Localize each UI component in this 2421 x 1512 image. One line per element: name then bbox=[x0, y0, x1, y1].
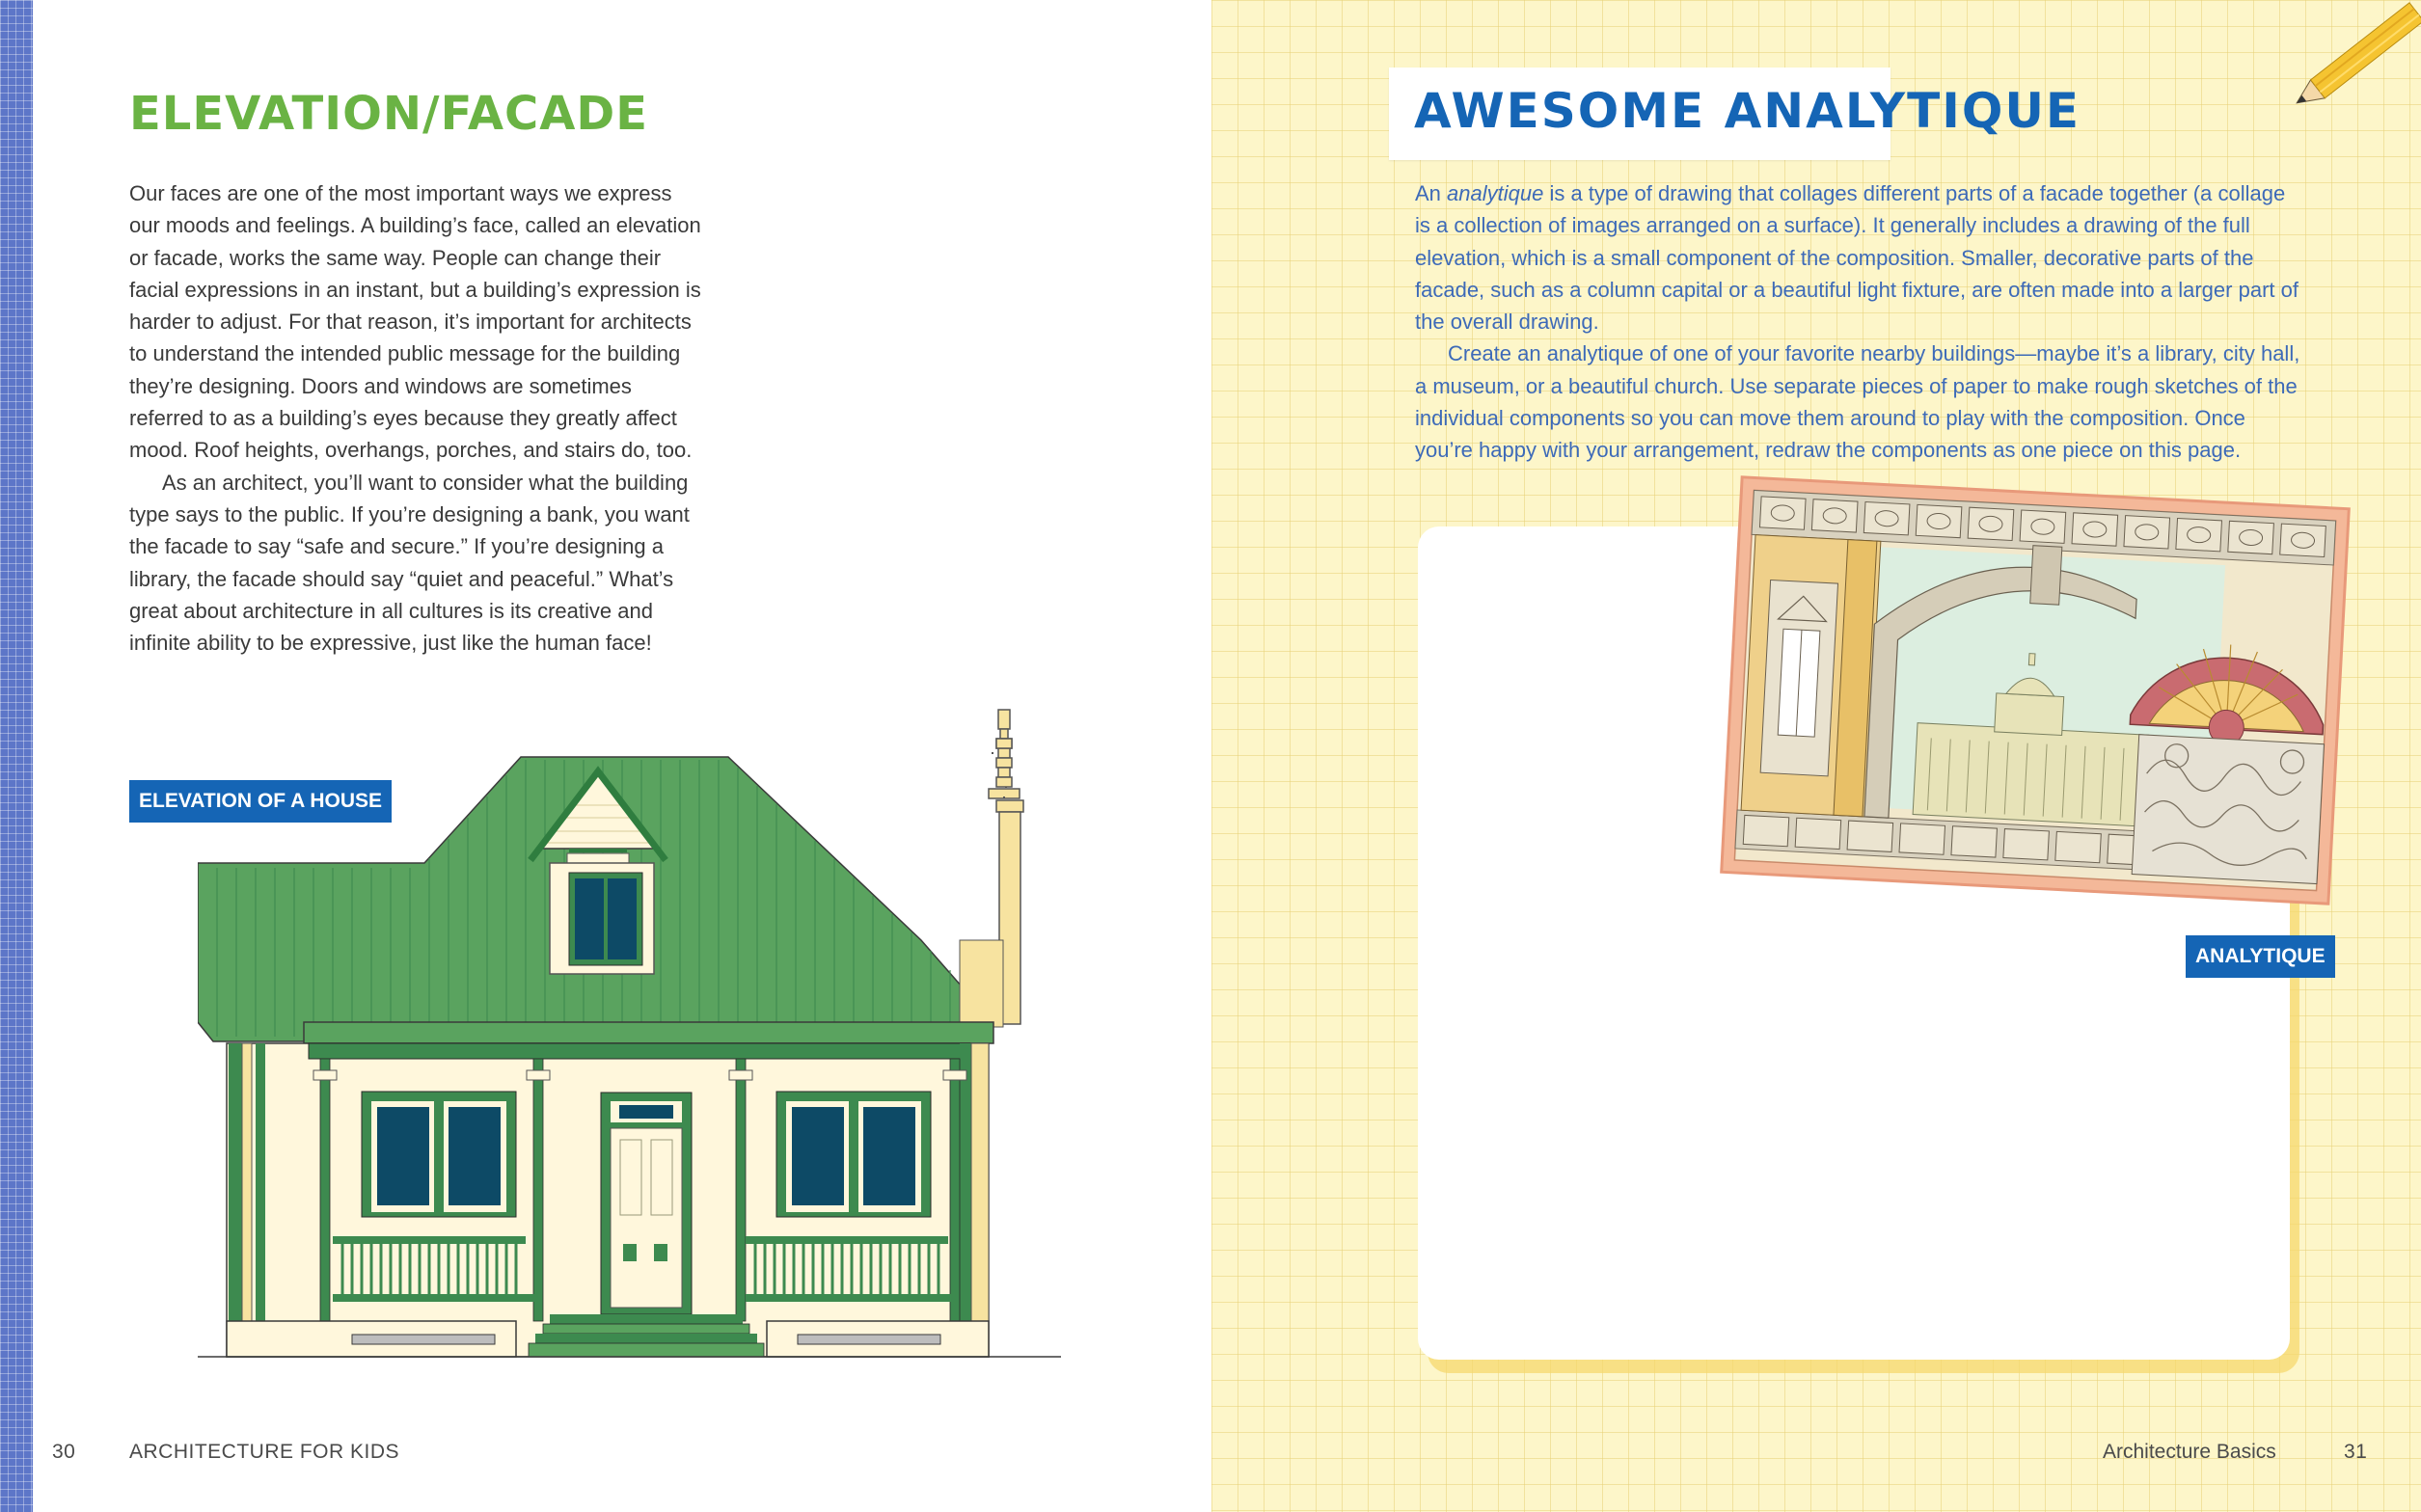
page-title-analytique: AWESOME ANALYTIQUE bbox=[1414, 83, 2081, 139]
left-paragraph-1: Our faces are one of the most important ways we express our moods and feelings. A building’s face, called an elevation or facade, works the same way. People can change their facial expressions in an instant, but a building’s expression is harder to adjust. For that reason, it’s important for architects to understand the intended public message for the building they’re designing. Doors and windows are sometimes referred to as a building’s eyes because they greatly affect mood. Roof heights, overhangs, porches, and stairs do, too. bbox=[129, 181, 701, 463]
term-analytique: analytique bbox=[1447, 181, 1544, 205]
left-body-text bbox=[129, 177, 708, 659]
pencil-icon bbox=[2267, 0, 2421, 145]
right-paragraph-1-prefix: An bbox=[1415, 181, 1448, 205]
analytique-collage-image bbox=[1716, 472, 2353, 909]
right-body-text bbox=[1415, 177, 2302, 467]
right-paragraph-1 bbox=[1415, 177, 2302, 338]
page-number-left: 30 bbox=[52, 1441, 76, 1463]
house-elevation-illustration bbox=[198, 704, 1066, 1369]
page-number-right: 31 bbox=[2344, 1441, 2368, 1463]
running-head-left: ARCHITECTURE FOR KIDS bbox=[129, 1441, 400, 1463]
right-paragraph-2: Create an analytique of one of your favorite nearby buildings—maybe it’s a library, city hall, a museum, or a beautiful church. Use separate pieces of paper to make rough sketches of the individual components so you can move them around to play with the composition. Once you’re happy with your arrangement, redraw the components as one piece on this page. bbox=[1415, 341, 2300, 463]
figure-label-analytique: ANALYTIQUE bbox=[2186, 935, 2335, 978]
page-title-elevation: ELEVATION/FACADE bbox=[129, 87, 649, 141]
right-paragraph-1-rest: is a type of drawing that collages different parts of a facade together (a collage is a collection of images arranged on a surface). It generally includes a drawing of the full elevation, which is a small component of the composition. Smaller, decorative parts of the facade, such as a column capital or a beautiful light fixture, are often made into a larger part of the overall drawing. bbox=[1415, 181, 2299, 335]
left-paragraph-2: As an architect, you’ll want to consider what the building type says to the public. If you’re designing a bank, you want the facade to say “safe and secure.” If you’re designing a library, the facade should say “quiet and peaceful.” What’s great about architecture in all cultures is its creative and infinite ability to be expressive, just like the human face! bbox=[129, 470, 690, 656]
left-grid-edge bbox=[0, 0, 33, 1512]
running-head-right: Architecture Basics bbox=[2103, 1441, 2276, 1463]
figure-label-elevation: ELEVATION OF A HOUSE bbox=[129, 780, 392, 823]
